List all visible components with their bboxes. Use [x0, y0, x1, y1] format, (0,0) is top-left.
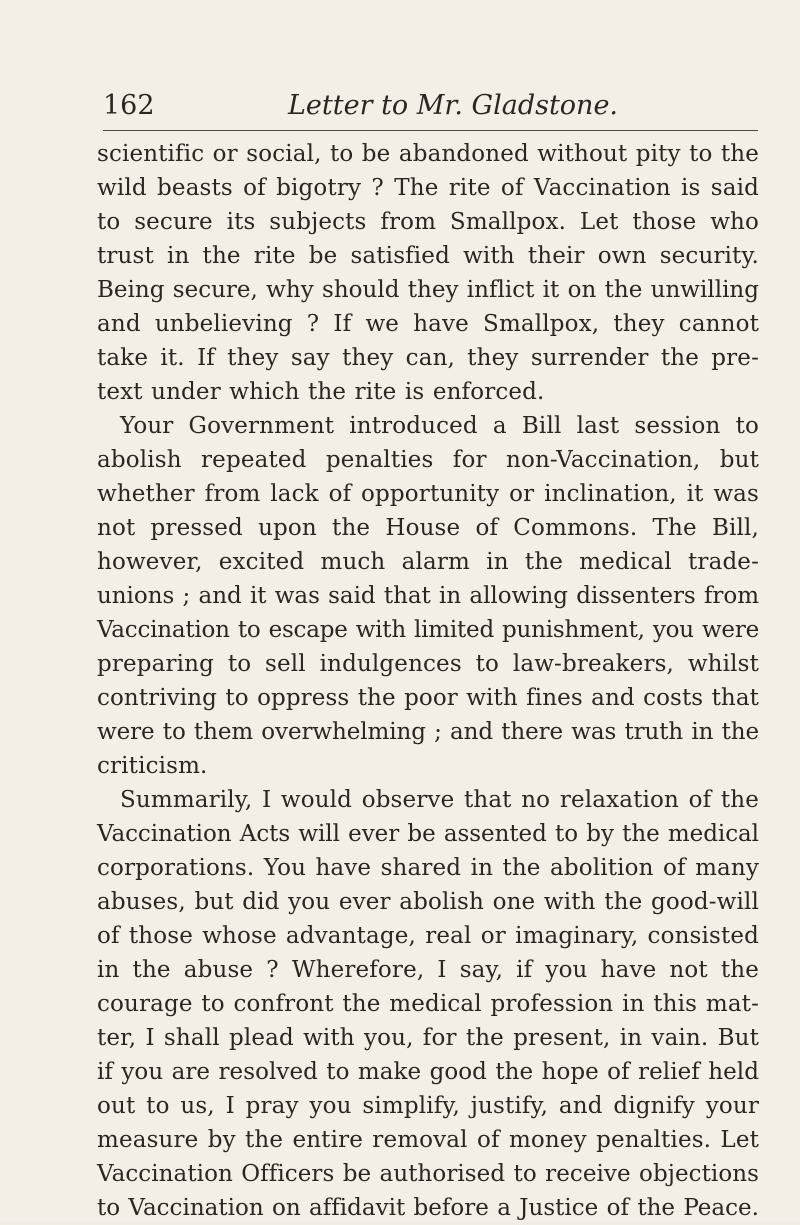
text-line: if you are resolved to make good the hope of relief held	[97, 1059, 759, 1085]
text-line: courage to confront the medical profession in this mat-	[97, 991, 759, 1017]
text-line: of those whose advantage, real or imaginary, consisted	[97, 923, 759, 949]
text-line: in the abuse ? Wherefore, I say, if you have not the	[97, 957, 759, 983]
running-head	[103, 88, 758, 124]
text-line: Summarily, I would observe that no relaxation of the	[120, 787, 759, 813]
text-line: Vaccination Acts will ever be assented to by the medical	[97, 821, 759, 847]
text-line: text under which the rite is enforced.	[97, 379, 545, 405]
running-title: Letter to Mr. Gladstone.	[288, 90, 619, 121]
body-text	[97, 137, 762, 1225]
text-line: to Vaccination on affidavit before a Justice of the Peace.	[97, 1195, 759, 1221]
text-line: Being secure, why should they inflict it on the unwilling	[97, 277, 759, 303]
text-line: whether from lack of opportunity or inclination, it was	[97, 481, 759, 507]
text-line: contriving to oppress the poor with fines and costs that	[97, 685, 759, 711]
text-line: unions ; and it was said that in allowing dissenters from	[97, 583, 759, 609]
text-line: corporations. You have shared in the abolition of many	[97, 855, 759, 881]
text-line: were to them overwhelming ; and there was truth in the	[97, 719, 759, 745]
text-line: ter, I shall plead with you, for the present, in vain. But	[97, 1025, 759, 1051]
page-number: 162	[103, 90, 155, 121]
text-line: trust in the rite be satisfied with their own security.	[97, 243, 759, 269]
header-rule	[103, 130, 758, 131]
text-line: abolish repeated penalties for non-Vaccination, but	[97, 447, 759, 473]
text-line: abuses, but did you ever abolish one with the good-will	[97, 889, 759, 915]
text-line: to secure its subjects from Smallpox. Let those who	[97, 209, 759, 235]
text-line: Your Government introduced a Bill last session to	[120, 413, 759, 439]
text-line: not pressed upon the House of Commons. The Bill,	[97, 515, 759, 541]
text-line: scientific or social, to be abandoned without pity to the	[97, 141, 759, 167]
text-line: criticism.	[97, 753, 208, 779]
text-line: preparing to sell indulgences to law-breakers, whilst	[97, 651, 759, 677]
text-line: measure by the entire removal of money penalties. Let	[97, 1127, 759, 1153]
text-line: take it. If they say they can, they surrender the pre-	[97, 345, 759, 371]
text-line: Vaccination Officers be authorised to receive objections	[97, 1161, 759, 1187]
text-line: however, excited much alarm in the medical trade-	[97, 549, 759, 575]
text-line: and unbelieving ? If we have Smallpox, they cannot	[97, 311, 759, 337]
text-line: Vaccination to escape with limited punishment, you were	[97, 617, 759, 643]
text-line: wild beasts of bigotry ? The rite of Vaccination is said	[97, 175, 759, 201]
text-line: out to us, I pray you simplify, justify, and dignify your	[97, 1093, 759, 1119]
